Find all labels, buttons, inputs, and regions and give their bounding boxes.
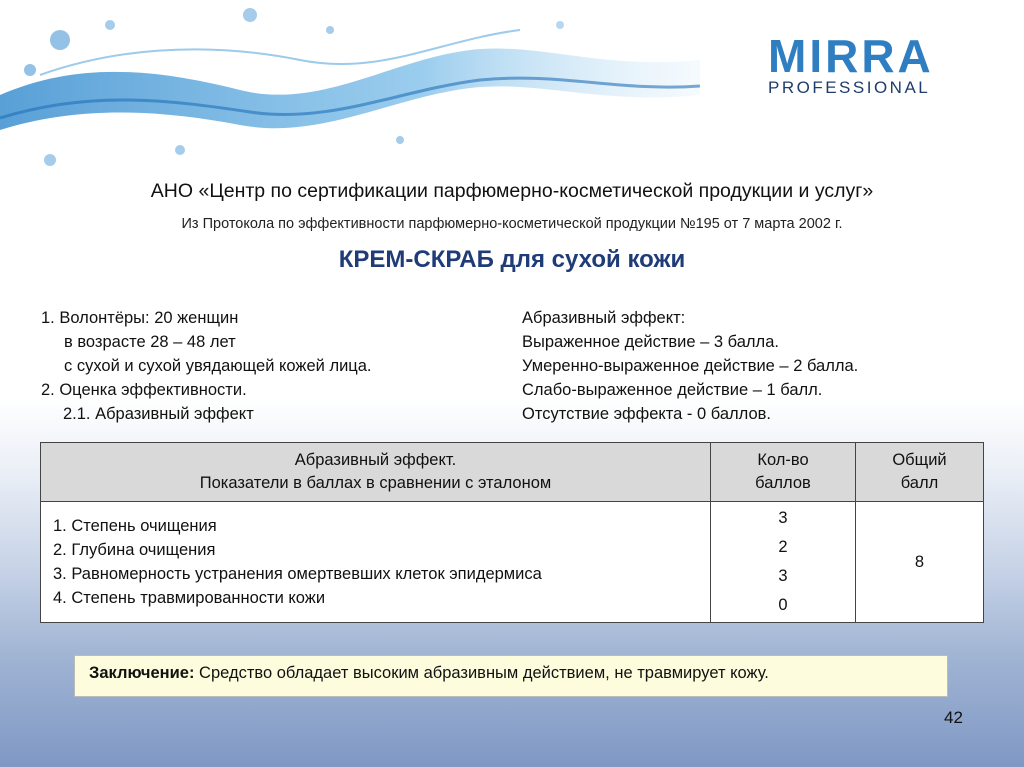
header-criteria-line: Показатели в баллах в сравнении с эталоном: [199, 474, 552, 492]
count-value: 3: [778, 567, 788, 585]
criteria-cell: [41, 502, 711, 623]
count-cell: [711, 502, 856, 623]
abrasive-effect-table: [40, 442, 984, 623]
table-row: [41, 502, 984, 623]
page-number: 42: [944, 708, 963, 727]
count-value: 0: [778, 596, 788, 614]
protocol-reference: Из Протокола по эффективности парфюмерно-косметической продукции №195 от 7 марта 2002 г.: [181, 216, 843, 232]
water-splash-image: [0, 0, 700, 190]
scoring-scale-list: [522, 306, 858, 426]
conclusion-text: Средство обладает высоким абразивным действием, не травмирует кожу.: [194, 664, 769, 682]
criterion-item: 3. Равномерность устранения омертвевших клеток эпидермиса: [53, 565, 542, 583]
scoring-scale-line: Отсутствие эффекта - 0 баллов.: [522, 405, 771, 423]
scoring-scale-line: Слабо-выраженное действие – 1 балл.: [522, 381, 823, 399]
brand-logo: [768, 30, 934, 98]
scoring-scale-line: Умеренно-выраженное действие – 2 балла.: [522, 357, 859, 375]
study-detail-line: 2. Оценка эффективности.: [41, 381, 247, 399]
product-title: КРЕМ-СКРАБ для сухой кожи: [338, 246, 686, 273]
header-total-line: балл: [900, 474, 939, 492]
criterion-item: 1. Степень очищения: [53, 517, 217, 535]
table-header-row: [41, 443, 984, 502]
study-details-list: [41, 306, 372, 426]
criterion-item: 4. Степень травмированности кожи: [53, 589, 326, 607]
study-detail-line: 2.1. Абразивный эффект: [63, 405, 254, 423]
conclusion-label: Заключение:: [89, 664, 195, 682]
conclusion-box: [74, 655, 948, 697]
total-score-cell: 8: [856, 502, 984, 623]
header-count-line: баллов: [755, 474, 811, 492]
header-total-line: Общий: [892, 451, 947, 469]
logo-subtitle: PROFESSIONAL: [768, 78, 931, 97]
study-detail-line: 1. Волонтёры: 20 женщин: [41, 309, 239, 327]
scoring-scale-line: Абразивный эффект:: [522, 309, 686, 327]
organization-name: АНО «Центр по сертификации парфюмерно-косметической продукции и услуг»: [150, 180, 874, 202]
header-criteria: [41, 443, 711, 502]
header-criteria-line: Абразивный эффект.: [294, 451, 457, 469]
study-detail-line: с сухой и сухой увядающей кожей лица.: [64, 357, 372, 375]
count-value: 3: [778, 509, 788, 527]
header-total: [856, 443, 984, 502]
count-value: 2: [778, 538, 788, 556]
study-detail-line: в возрасте 28 – 48 лет: [64, 333, 236, 351]
header-count: [711, 443, 856, 502]
header-count-line: Кол-во: [757, 451, 809, 469]
logo-brand-name: MIRRA: [768, 30, 934, 82]
criterion-item: 2. Глубина очищения: [53, 541, 216, 559]
scoring-scale-line: Выраженное действие – 3 балла.: [522, 333, 779, 351]
